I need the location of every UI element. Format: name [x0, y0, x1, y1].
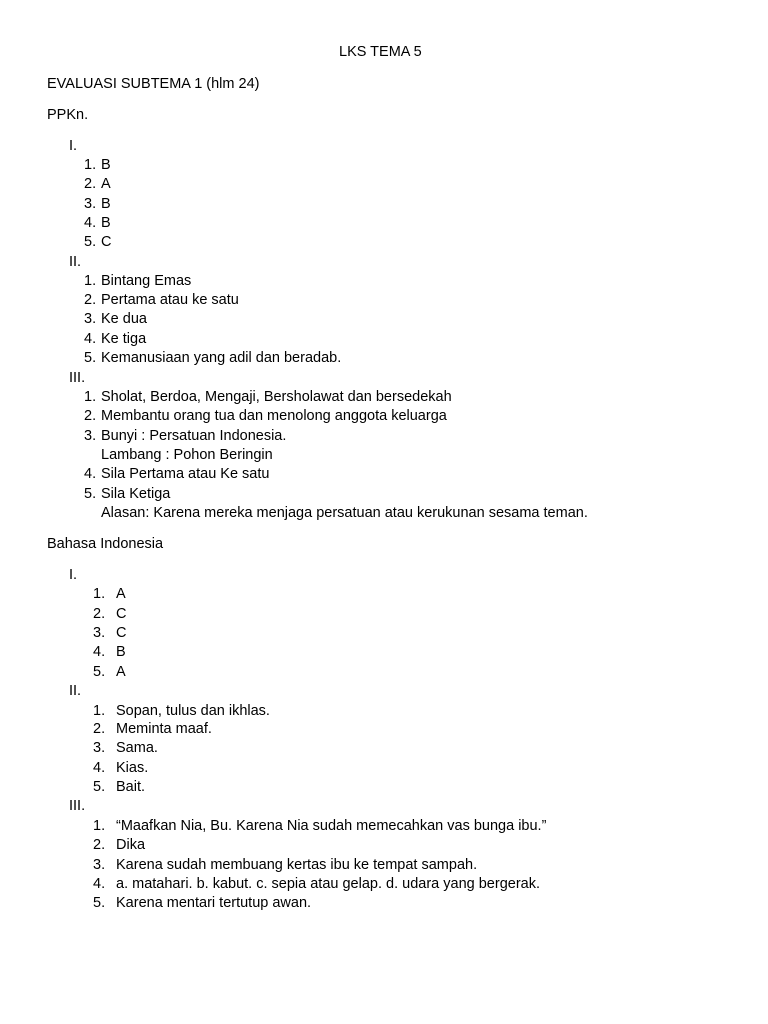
item-number: 4. [84, 331, 97, 347]
item-number: 1. [93, 818, 106, 834]
item-answer: “Maafkan Nia, Bu. Karena Nia sudah memecahkan vas bunga ibu.” [116, 818, 547, 834]
item-number: 5. [84, 486, 97, 502]
item-number: 2. [84, 408, 97, 424]
item-number: 1. [84, 157, 97, 173]
item-answer: Karena sudah membuang kertas ibu ke tempat sampah. [116, 857, 478, 873]
item-number: 4. [93, 760, 106, 776]
item-answer: Sopan, tulus dan ikhlas. [116, 703, 270, 719]
ppkn-section-3-label: III. [69, 370, 86, 386]
item-number: 2. [84, 176, 97, 192]
item-answer: Pertama atau ke satu [101, 292, 239, 308]
item-answer: a. matahari. b. kabut. c. sepia atau gelap. d. udara yang bergerak. [116, 876, 540, 892]
bahasa-section-2-label: II. [69, 683, 82, 699]
item-number: 3. [84, 196, 97, 212]
item-answer: Sholat, Berdoa, Mengaji, Bersholawat dan bersedekah [101, 389, 452, 405]
item-answer-continuation: Alasan: Karena mereka menjaga persatuan atau kerukunan sesama teman. [101, 505, 588, 521]
item-number: 1. [84, 273, 97, 289]
item-number: 5. [84, 234, 97, 250]
item-number: 2. [84, 292, 97, 308]
item-number: 3. [93, 740, 106, 756]
subtheme-heading: EVALUASI SUBTEMA 1 (hlm 24) [47, 76, 260, 92]
item-number: 5. [93, 779, 106, 795]
item-number: 5. [93, 664, 106, 680]
document-title: LKS TEMA 5 [339, 44, 422, 60]
item-number: 4. [84, 466, 97, 482]
item-number: 4. [93, 876, 106, 892]
item-number: 1. [84, 389, 97, 405]
ppkn-heading: PPKn. [47, 107, 89, 123]
item-answer: Kias. [116, 760, 149, 776]
item-answer: A [101, 176, 111, 192]
item-answer: Ke tiga [101, 331, 147, 347]
item-answer: C [116, 606, 127, 622]
item-answer: B [101, 196, 111, 212]
item-answer: C [101, 234, 112, 250]
item-answer: Meminta maaf. [116, 721, 212, 737]
item-answer: C [116, 625, 127, 641]
bahasa-heading: Bahasa Indonesia [47, 536, 164, 552]
item-answer: Membantu orang tua dan menolong anggota keluarga [101, 408, 447, 424]
item-answer: A [116, 664, 126, 680]
item-number: 1. [93, 703, 106, 719]
item-answer: Ke dua [101, 311, 147, 327]
item-answer: B [101, 215, 111, 231]
item-answer: Bait. [116, 779, 146, 795]
item-answer: Sama. [116, 740, 158, 756]
item-number: 2. [93, 721, 106, 737]
item-number: 5. [93, 895, 106, 911]
ppkn-section-1-label: I. [69, 138, 78, 154]
item-number: 3. [93, 625, 106, 641]
item-number: 1. [93, 586, 106, 602]
item-answer-continuation: Lambang : Pohon Beringin [101, 447, 273, 463]
item-answer: B [101, 157, 111, 173]
item-number: 2. [93, 606, 106, 622]
item-number: 3. [84, 311, 97, 327]
item-answer: Sila Ketiga [101, 486, 171, 502]
ppkn-section-2-label: II. [69, 254, 82, 270]
bahasa-section-1-label: I. [69, 567, 78, 583]
item-answer: Sila Pertama atau Ke satu [101, 466, 270, 482]
item-number: 4. [84, 215, 97, 231]
item-answer: Bintang Emas [101, 273, 192, 289]
item-answer: Karena mentari tertutup awan. [116, 895, 312, 911]
item-answer: A [116, 586, 126, 602]
item-number: 3. [93, 857, 106, 873]
item-number: 3. [84, 428, 97, 444]
bahasa-section-3-label: III. [69, 798, 86, 814]
item-number: 4. [93, 644, 106, 660]
item-answer: Kemanusiaan yang adil dan beradab. [101, 350, 342, 366]
item-number: 2. [93, 837, 106, 853]
item-answer: Dika [116, 837, 146, 853]
item-answer: B [116, 644, 126, 660]
item-number: 5. [84, 350, 97, 366]
item-answer: Bunyi : Persatuan Indonesia. [101, 428, 287, 444]
